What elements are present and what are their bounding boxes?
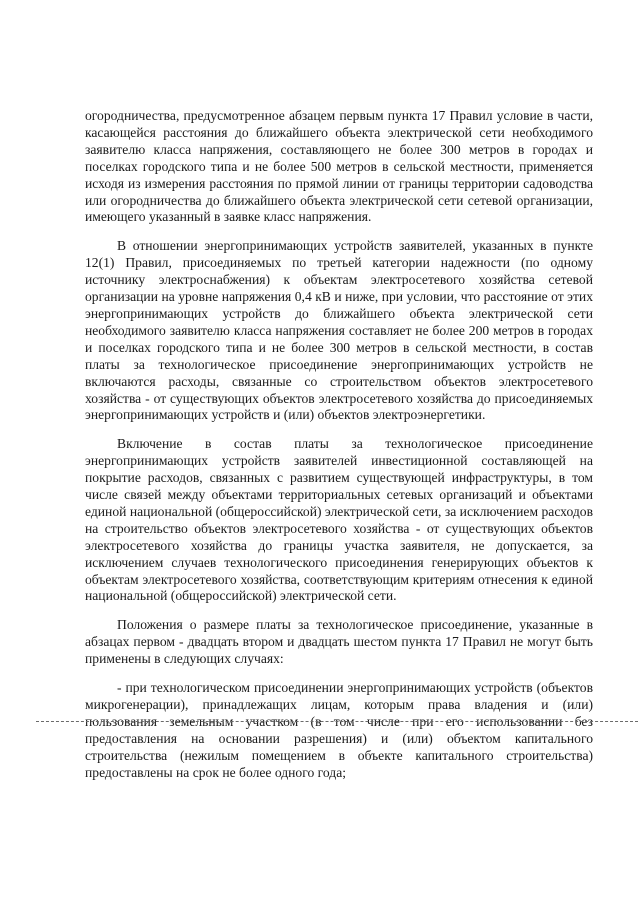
paragraph-2: В отношении энергопринимающих устройств заявителей, указанных в пункте 12(1) Правил, присоединяемых по третьей категории надежности (по одному источнику электроснабжения) к объектам электросетевого хозяйства сетевой организации на уровне напряжения 0,4 кВ и ниже, при условии, что расстояние от этих энергопринимающих устройств до ближайшего объекта электрической сети необходимого заявителю класса напряжения составляет не более 200 метров в городах и поселках городского типа и не более 300 метров в сельской местности, в состав платы за технологическое присоединение энергопринимающих устройств не включаются расходы, связанные со строительством объектов электросетевого хозяйства - от существующих объектов электросетевого хозяйства до присоединяемых энергопринимающих устройств и (или) объектов электроэнергетики. (85, 238, 593, 423)
paragraph-1: огородничества, предусмотренное абзацем первым пункта 17 Правил условие в части, касающейся расстояния до ближайшего объекта электрической сети необходимого заявителю класса напряжения, составляющего не более 300 метров в городах и поселках городского типа и не более 500 метров в сельской местности, применяется исходя из измерения расстояния по прямой линии от границы территории садоводства или огородничества до ближайшего объекта электрической сети сетевой организации, имеющего указанный в заявке класс напряжения. (85, 108, 593, 225)
paragraph-5: - при технологическом присоединении энергопринимающих устройств (объектов микрогенерации), принадлежащих лицам, которым права владения и (или) пользования земельным участком (в том числе при его использовании без предоставления на основании разрешения) и (или) объектом капитального строительства (нежилым помещением в объекте капитального строительства) предоставлены на срок не более одного года; (85, 680, 593, 780)
paragraph-4: Положения о размере платы за технологическое присоединение, указанные в абзацах первом - двадцать втором и двадцать шестом пункта 17 Правил не могут быть применены в следующих случаях: (85, 617, 593, 667)
paragraph-3: Включение в состав платы за технологическое присоединение энергопринимающих устройств заявителей инвестиционной составляющей на покрытие расходов, связанных с развитием существующей инфраструктуры, в том числе связей между объектами территориальных сетевых организаций и объектами единой национальной (общероссийской) электрической сети, за исключением расходов на строительство объектов электросетевого хозяйства - от существующих объектов электросетевого хозяйства до границы участка заявителя, не допускается, за исключением случаев технологического присоединения генерирующих объектов к объектам электросетевого хозяйства, соответствующим критериям отнесения к единой национальной (общероссийской) электрической сети. (85, 436, 593, 604)
document-body (85, 108, 593, 782)
scan-artifact-line (36, 721, 638, 722)
